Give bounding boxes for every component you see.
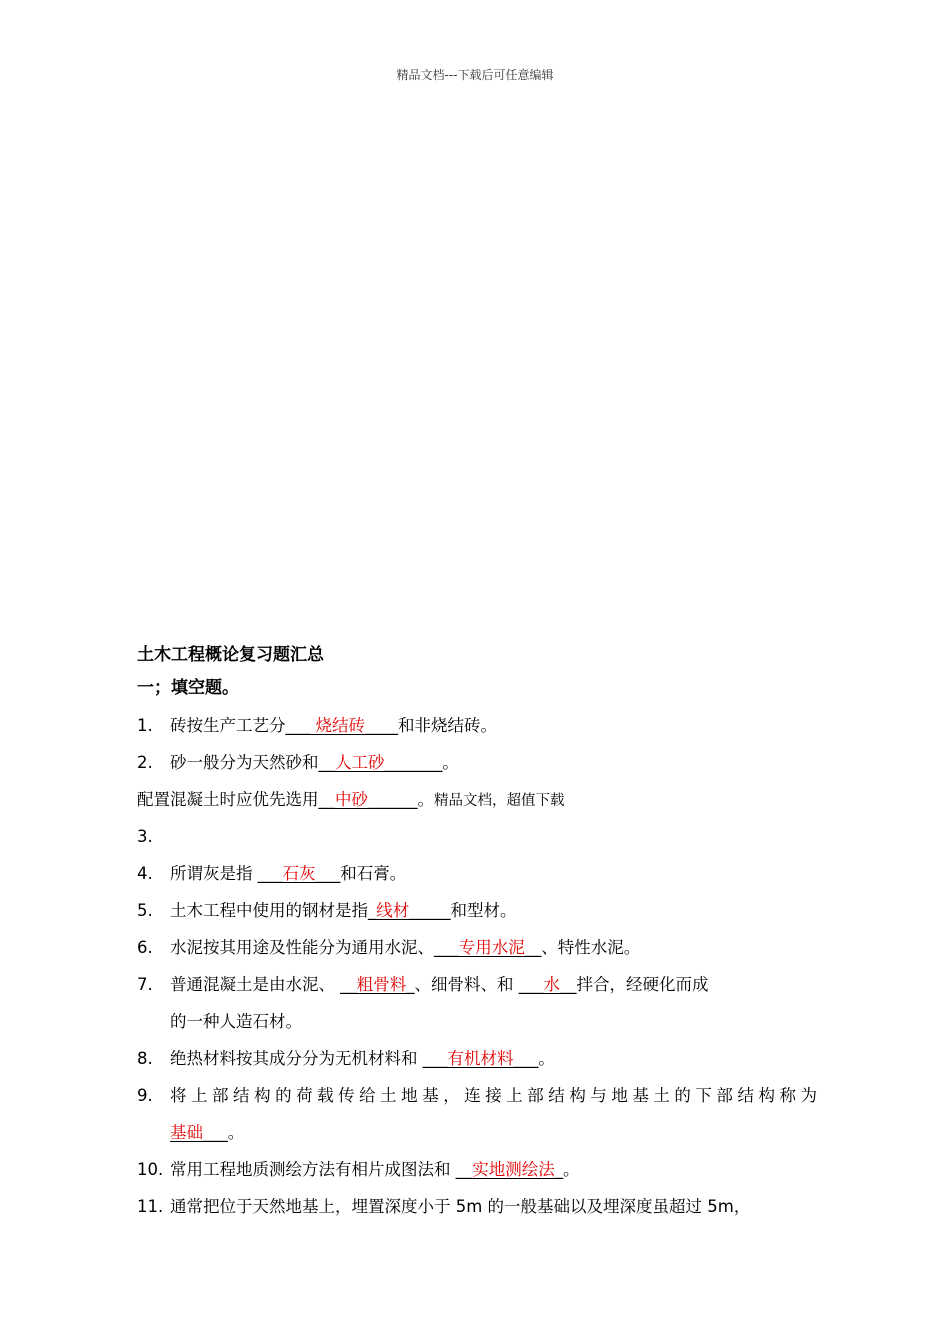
blank-line: __ (524, 938, 542, 957)
answer-text: 烧结砖 (315, 716, 365, 735)
document-body (137, 640, 817, 1225)
question-number: 3. (137, 827, 153, 846)
question-11 (137, 1188, 817, 1225)
blank-line: __ (318, 753, 335, 772)
question-text: 砂一般分为天然砂和 (170, 753, 319, 772)
question-3 (137, 818, 817, 855)
question-text: 普通混凝土是由水泥、 (170, 975, 341, 994)
blank-line: _ (368, 901, 377, 920)
question-text: 通常把位于天然地基上，埋置深度小于 5m 的一般基础以及埋深度虽超过 5m， (170, 1197, 751, 1216)
question-8 (137, 1040, 817, 1077)
blank-line: ___ (422, 1049, 448, 1068)
blank-line: _____ (409, 901, 451, 920)
question-number: 7. (137, 975, 153, 994)
section-title: 一；填空题。 (137, 678, 239, 698)
question-text: 所谓灰是指 (170, 864, 258, 883)
question-5 (137, 892, 817, 929)
question-text: 。 (227, 1123, 245, 1142)
question-text: 和非烧结砖。 (398, 716, 497, 735)
question-3-text (137, 781, 817, 818)
question-text: 。 (563, 1160, 580, 1179)
question-text: 常用工程地质测绘方法有相片成图法和 (170, 1160, 456, 1179)
blank-line: ___ (285, 716, 316, 735)
answer-text: 专用水泥 (458, 938, 525, 957)
question-text: 。 (442, 753, 459, 772)
question-10 (137, 1151, 817, 1188)
blank-line: ___ (513, 1049, 539, 1068)
question-text: 。 (538, 1049, 555, 1068)
answer-text: 线材 (376, 901, 410, 920)
question-text: 绝热材料按其成分分为无机材料和 (170, 1049, 423, 1068)
answer-text: 水 (543, 975, 560, 994)
blank-line: _ (554, 1160, 563, 1179)
inline-note: 精品文档，超值下载 (434, 793, 565, 809)
blank-line: __ (455, 1160, 473, 1179)
blank-line: __ (340, 975, 357, 994)
question-text: 将上部结构的荷载传给土地基，连接上部结构与地基土的下部结构称为 (170, 1086, 817, 1105)
question-9-continued (137, 1114, 817, 1151)
question-number: 11. (137, 1197, 164, 1216)
blank-line: ___ (257, 864, 283, 883)
question-text: 土木工程中使用的钢材是指 (170, 901, 368, 920)
question-text: 的一种人造石材。 (170, 1012, 302, 1031)
question-number: 1. (137, 716, 153, 735)
question-2 (137, 744, 817, 781)
page-header: 精品文档---下载后可任意编辑 (396, 68, 554, 82)
question-number: 5. (137, 901, 153, 920)
blank-line: ___ (315, 864, 341, 883)
blank-line: __ (560, 975, 577, 994)
answer-text: 基础 (170, 1123, 203, 1142)
question-number: 2. (137, 753, 153, 772)
question-number: 8. (137, 1049, 153, 1068)
document-title: 土木工程概论复习题汇总 (137, 645, 324, 665)
blank-line: _______ (384, 753, 443, 772)
answer-text: 石灰 (282, 864, 316, 883)
blank-line: ____ (365, 716, 398, 735)
question-text: 。 (417, 790, 434, 809)
blank-line: __ (318, 790, 335, 809)
question-text: 砖按生产工艺分 (170, 716, 286, 735)
blank-line: ___ (518, 975, 544, 994)
question-number: 10. (137, 1160, 164, 1179)
question-1 (137, 707, 817, 744)
question-9 (137, 1077, 817, 1114)
blank-line: ___ (434, 938, 459, 957)
question-7-continued (137, 1003, 817, 1040)
question-number: 9. (137, 1086, 153, 1105)
question-text: 和石膏。 (340, 864, 407, 883)
question-4 (137, 855, 817, 892)
question-text: 配置混凝土时应优先选用 (137, 790, 319, 809)
answer-text: 人工砂 (335, 753, 385, 772)
answer-text: 中砂 (335, 790, 368, 809)
question-number: 6. (137, 938, 153, 957)
question-text: 、特性水泥。 (541, 938, 641, 957)
question-text: 、细骨料、和 (414, 975, 519, 994)
question-text: 拌合，经硬化而成 (576, 975, 709, 994)
question-text: 和型材。 (450, 901, 517, 920)
question-7 (137, 966, 817, 1003)
blank-line: _ (406, 975, 415, 994)
question-6 (137, 929, 817, 966)
question-text: 水泥按其用途及性能分为通用水泥、 (170, 938, 434, 957)
blank-line: ___ (203, 1123, 228, 1142)
question-number: 4. (137, 864, 153, 883)
blank-line: ______ (368, 790, 418, 809)
answer-text: 实地测绘法 (472, 1160, 555, 1179)
answer-text: 粗骨料 (356, 975, 407, 994)
answer-text: 有机材料 (447, 1049, 514, 1068)
